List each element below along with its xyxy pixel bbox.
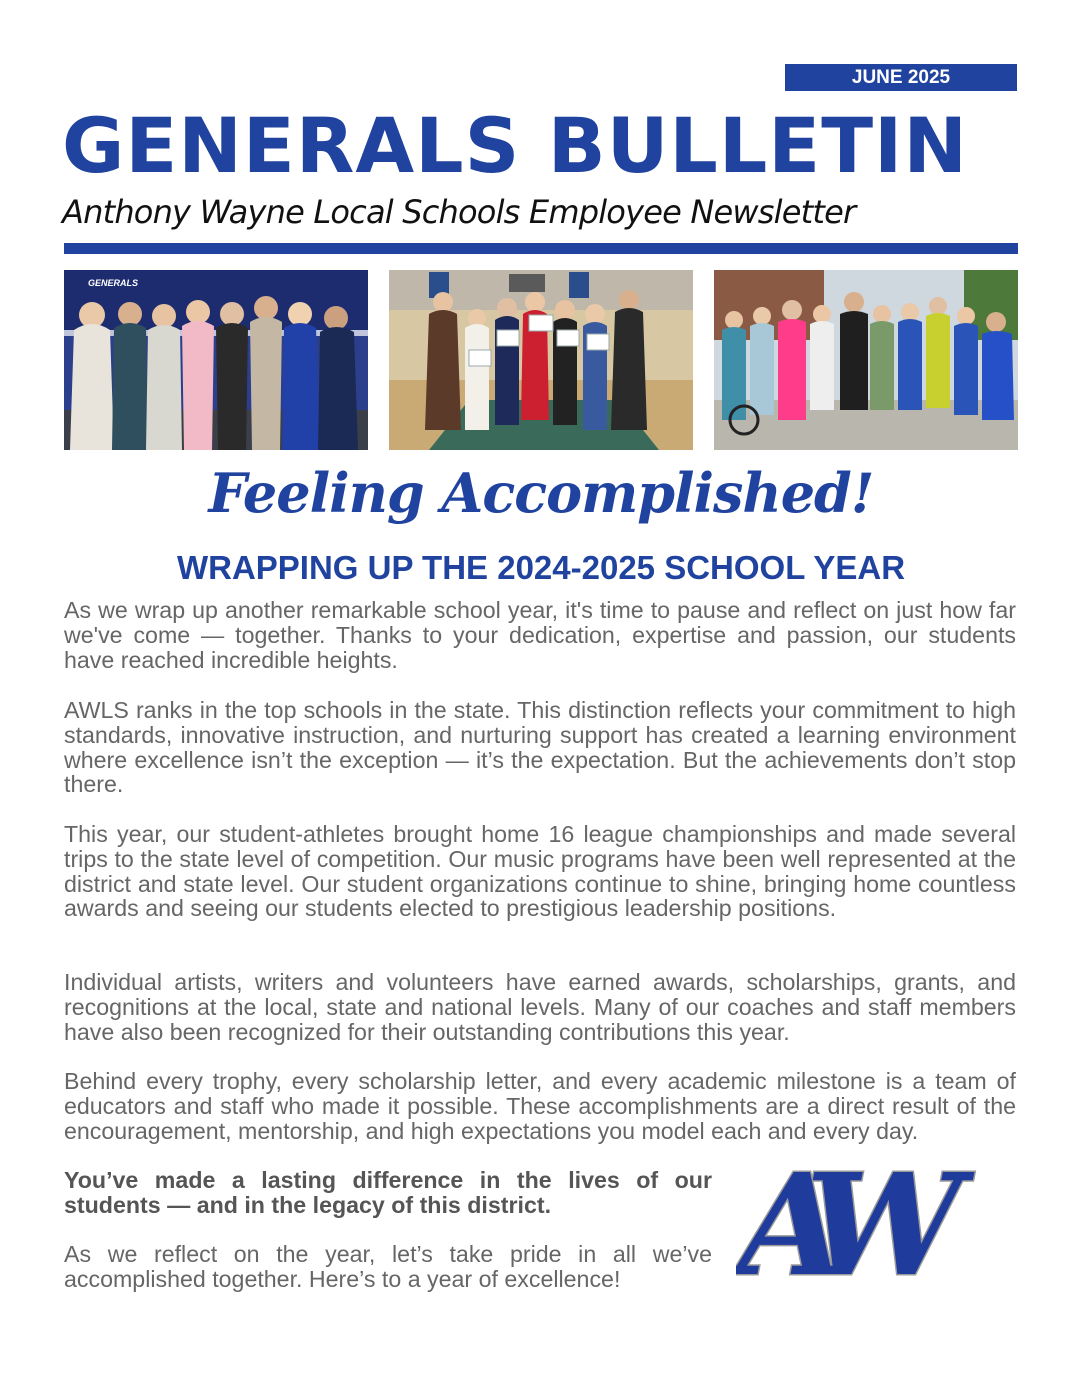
newsletter-title: GENERALS BULLETIN bbox=[62, 101, 968, 190]
closing-paragraph: As we reflect on the year, let’s take pride in all we’ve accomplished together. Here’s to a year of excellence! bbox=[64, 1241, 712, 1292]
masthead-divider bbox=[64, 243, 1018, 254]
article-paragraph-4: Individual artists, writers and volunteers have earned awards, scholarships, grants, and recognitions at the local, state and national levels. Many of our coaches and staff members have also been recognized for their outstanding contributions this year. bbox=[64, 969, 1016, 1045]
aw-logo bbox=[736, 1156, 998, 1314]
award-photo bbox=[389, 270, 693, 450]
gym-banner-text: GENERALS bbox=[88, 278, 139, 288]
article-paragraph-1: As we wrap up another remarkable school year, it's time to pause and reflect on just how far we've come — together. Thanks to your dedication, expertise and passion, our students have reached incredible heights. bbox=[64, 597, 1016, 673]
newsletter-subtitle: Anthony Wayne Local Schools Employee Newsletter bbox=[62, 193, 856, 231]
article-paragraph-3: This year, our student-athletes brought home 16 league championships and made several trips to the state level of competition. Our music programs have been well represented at the district and state level. Our student organizations continue to shine, bringing home countless awards and seeing our students elected to prestigious leadership positions. bbox=[64, 821, 1016, 922]
bike-photo bbox=[714, 270, 1018, 450]
article-paragraph-5: Behind every trophy, every scholarship letter, and every academic milestone is a team of educators and staff who made it possible. These accomplishments are a direct result of the encouragement, mentorship, and high expectations you model each and every day. bbox=[64, 1068, 1016, 1144]
article-paragraph-2: AWLS ranks in the top schools in the state. This distinction reflects your commitment to high standards, innovative instruction, and nurturing support has created a learning environment where excellence isn’t the exception — it’s the expectation. But the achievements don’t stop there. bbox=[64, 697, 1016, 798]
section-heading: WRAPPING UP THE 2024-2025 SCHOOL YEAR bbox=[176, 549, 906, 586]
feature-title: Feeling Accomplished! bbox=[208, 461, 874, 525]
aw-logo-text: AW bbox=[738, 1156, 929, 1308]
date-badge: JUNE 2025 bbox=[785, 64, 1017, 91]
bold-statement: You’ve made a lasting difference in the lives of our students — and in the legacy of this district. bbox=[64, 1167, 712, 1218]
group-photo bbox=[64, 270, 368, 450]
